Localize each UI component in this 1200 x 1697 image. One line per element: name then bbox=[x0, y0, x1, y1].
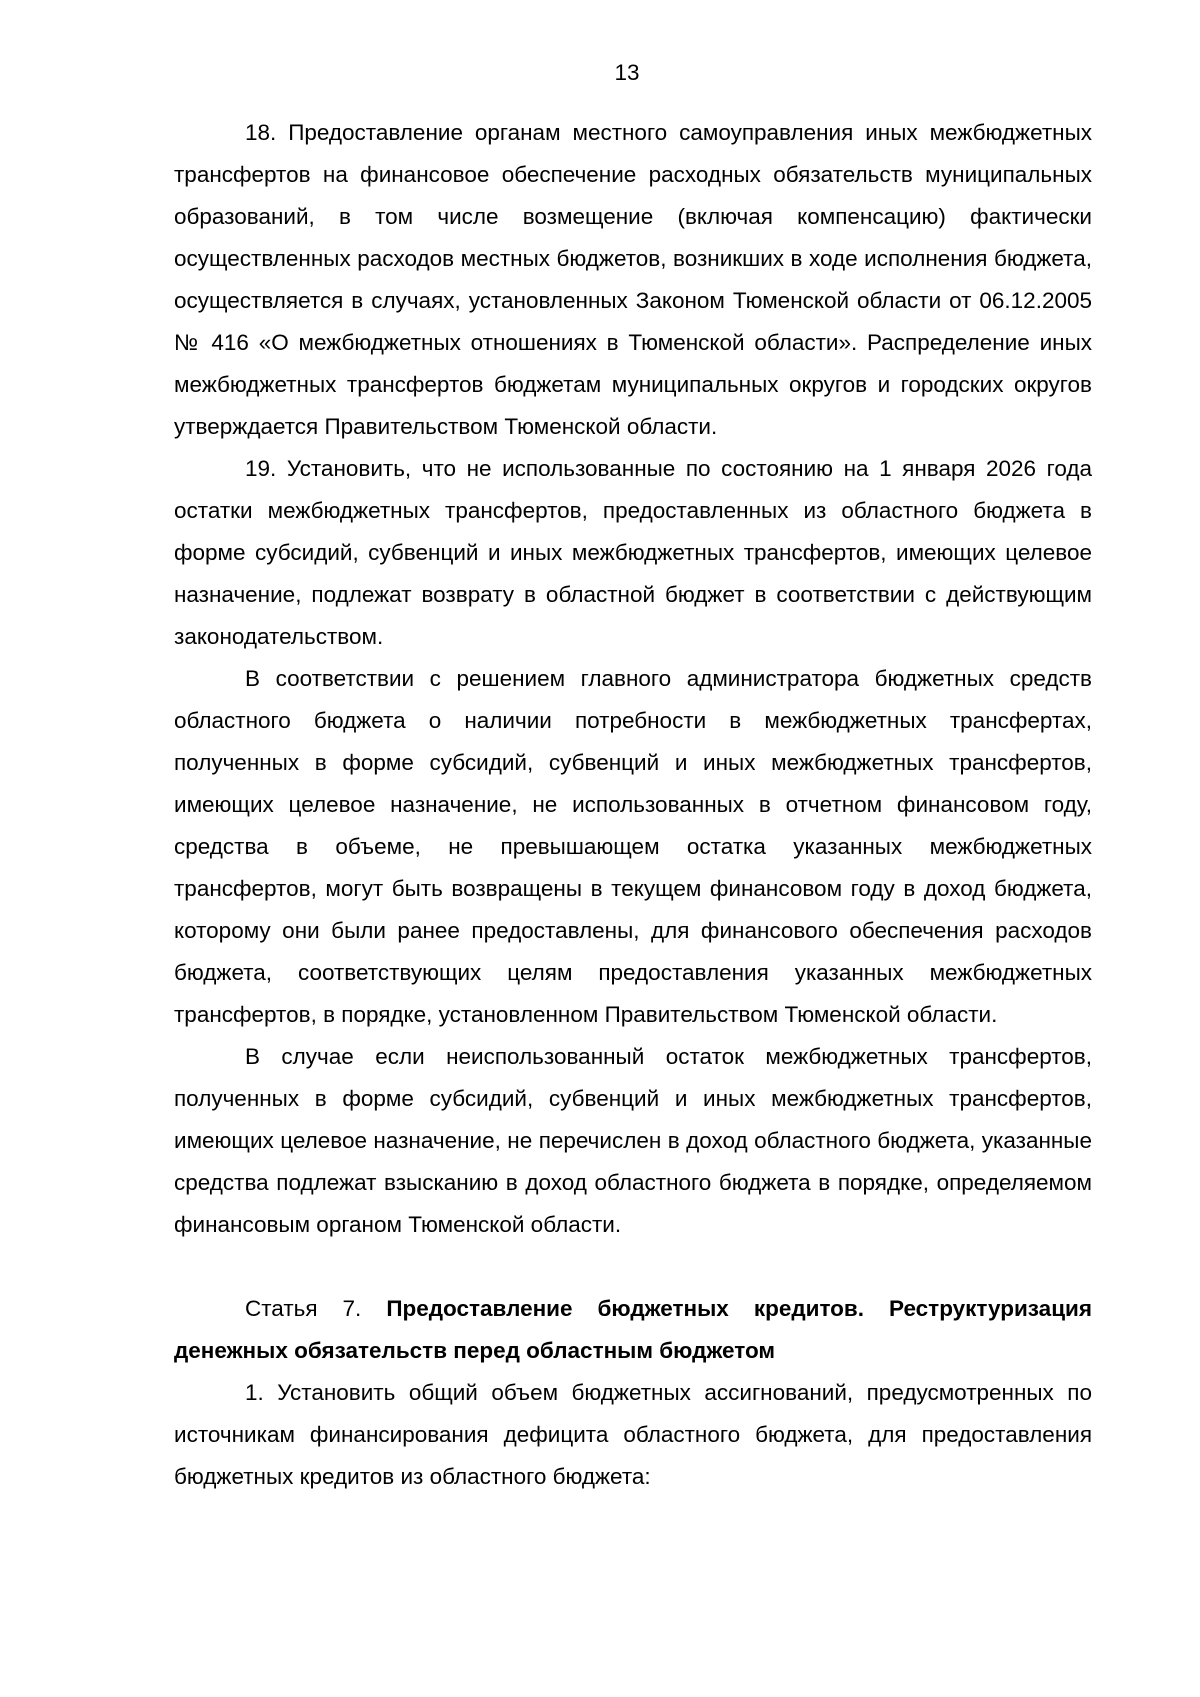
paragraph-return-of-transfers: В соответствии с решением главного администратора бюджетных средств областного бюджета о наличии потребности в межбюджетных трансфертах, полученных в форме субсидий, субвенций и иных межбюджетных трансфертов, имеющих целевое назначение, не использованных в отчетном финансовом году, средства в объеме, не превышающем остатка указанных межбюджетных трансфертов, могут быть возвращены в текущем финансовом году в доход бюджета, которому они были ранее предоставлены, для финансового обеспечения расходов бюджета, соответствующих целям предоставления указанных межбюджетных трансфертов, в порядке, установленном Правительством Тюменской области. bbox=[174, 666, 1092, 1027]
paragraph-recovery-of-transfers: В случае если неиспользованный остаток межбюджетных трансфертов, полученных в форме субсидий, субвенций и иных межбюджетных трансфертов, имеющих целевое назначение, не перечислен в доход областного бюджета, указанные средства подлежат взысканию в доход областного бюджета в порядке, определяемом финансовым органом Тюменской области. bbox=[174, 1044, 1092, 1237]
section-spacer bbox=[174, 1246, 1092, 1288]
article-heading bbox=[174, 1288, 1092, 1372]
paragraph-item-19: 19. Установить, что не использованные по состоянию на 1 января 2026 года остатки межбюджетных трансфертов, предоставленных из областного бюджета в форме субсидий, субвенций и иных межбюджетных трансфертов, имеющих целевое назначение, подлежат возврату в областной бюджет в соответствии с действующим законодательством. bbox=[174, 456, 1092, 649]
article-title: Предоставление бюджетных кредитов. Реструктуризация денежных обязательств перед областным бюджетом bbox=[174, 1296, 1092, 1363]
paragraph-item-18: 18. Предоставление органам местного самоуправления иных межбюджетных трансфертов на финансовое обеспечение расходных обязательств муниципальных образований, в том числе возмещение (включая компенсацию) фактически осуществленных расходов местных бюджетов, возникших в ходе исполнения бюджета, осуществляется в случаях, установленных Законом Тюменской области от 06.12.2005 № 416 «О межбюджетных отношениях в Тюменской области». Распределение иных межбюджетных трансфертов бюджетам муниципальных округов и городских округов утверждается Правительством Тюменской области. bbox=[174, 120, 1092, 439]
document-body bbox=[174, 112, 1092, 1498]
page-number: 13 bbox=[614, 60, 640, 85]
article-label: Статья 7. bbox=[245, 1296, 362, 1321]
paragraph-article-7-item-1: 1. Установить общий объем бюджетных ассигнований, предусмотренных по источникам финансирования дефицита областного бюджета, для предоставления бюджетных кредитов из областного бюджета: bbox=[174, 1380, 1092, 1489]
